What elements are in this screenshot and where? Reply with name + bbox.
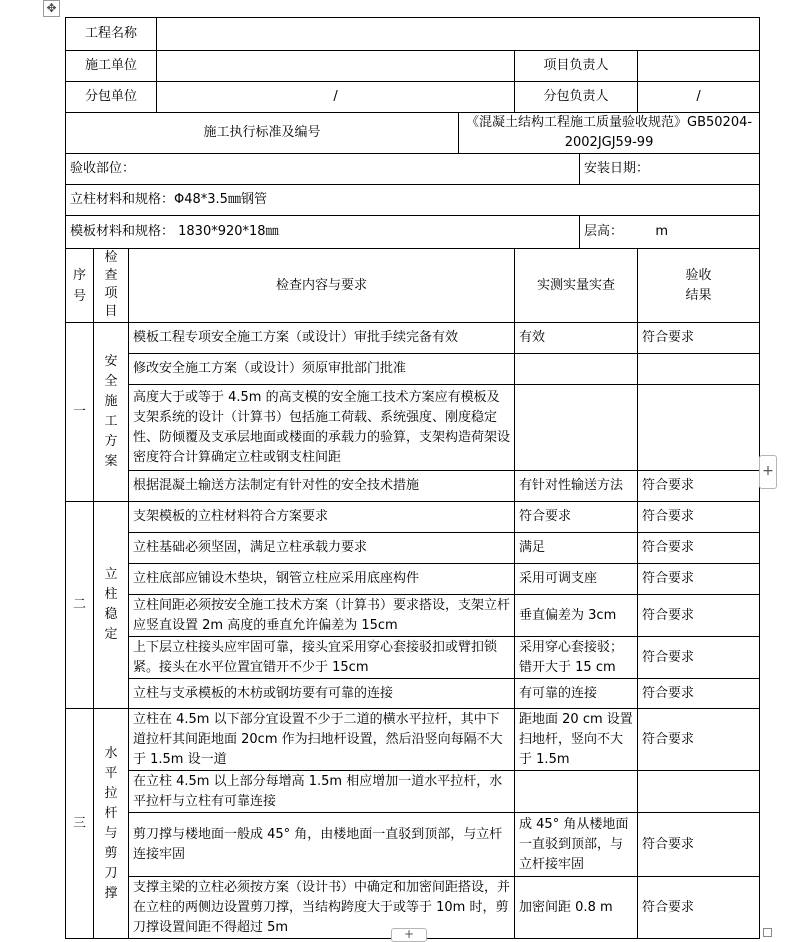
project-manager-label: 项目负责人 bbox=[515, 51, 638, 82]
pole-material-label[interactable]: 立柱材料和规格：Φ48*3.5㎜钢管 bbox=[66, 185, 760, 216]
standard-value[interactable]: 《混凝土结构工程施工质量验收规范》GB50204-2002JGJ59-99 bbox=[459, 113, 760, 154]
table-row bbox=[66, 564, 760, 595]
floor-height-cell[interactable] bbox=[580, 216, 760, 249]
result-value[interactable]: 符合要求 bbox=[638, 533, 760, 564]
col-result-header bbox=[638, 249, 760, 323]
row-construction-unit bbox=[66, 51, 760, 82]
section-name-text: 安全施工方案 bbox=[104, 354, 118, 469]
actual-value[interactable]: 有效 bbox=[515, 323, 638, 354]
table-row bbox=[66, 502, 760, 533]
check-content: 修改安全施工方案（或设计）须原审批部门批准 bbox=[129, 354, 515, 385]
construction-unit-label: 施工单位 bbox=[66, 51, 157, 82]
table-row bbox=[66, 709, 760, 771]
row-acceptance-part bbox=[66, 154, 760, 185]
result-value[interactable]: 符合要求 bbox=[638, 502, 760, 533]
add-row-plus-icon[interactable]: + bbox=[391, 928, 427, 942]
result-value[interactable]: 符合要求 bbox=[638, 595, 760, 637]
actual-value[interactable]: 成 45° 角从楼地面一直驳到顶部，与立杆接牢固 bbox=[515, 813, 638, 877]
section-index: 三 bbox=[66, 709, 94, 939]
section-name bbox=[94, 323, 129, 502]
project-name-value[interactable] bbox=[157, 18, 760, 51]
col-content-header: 检查内容与要求 bbox=[129, 249, 515, 323]
result-value[interactable]: 符合要求 bbox=[638, 471, 760, 502]
table-row bbox=[66, 813, 760, 877]
table-row bbox=[66, 323, 760, 354]
row-subcontract-unit bbox=[66, 82, 760, 113]
construction-unit-value[interactable] bbox=[157, 51, 515, 82]
formwork-material-label[interactable]: 模板材料和规格： 1830*920*18㎜ bbox=[66, 216, 580, 249]
actual-value[interactable]: 垂直偏差为 3cm bbox=[515, 595, 638, 637]
table-row bbox=[66, 637, 760, 679]
acceptance-form-table bbox=[65, 17, 760, 939]
add-column-plus-icon[interactable]: + bbox=[759, 455, 777, 489]
actual-value[interactable] bbox=[515, 385, 638, 471]
column-header-row bbox=[66, 249, 760, 323]
subcontract-unit-label: 分包单位 bbox=[66, 82, 157, 113]
check-content: 立柱基础必须坚固，满足立柱承载力要求 bbox=[129, 533, 515, 564]
subcontract-manager-label: 分包负责人 bbox=[515, 82, 638, 113]
result-value[interactable]: 符合要求 bbox=[638, 877, 760, 939]
subcontract-unit-value[interactable]: / bbox=[157, 82, 515, 113]
col-item-header bbox=[94, 249, 129, 323]
section-name bbox=[94, 709, 129, 939]
check-content: 立柱与支承模板的木枋或钢坊要有可靠的连接 bbox=[129, 679, 515, 709]
table-row bbox=[66, 595, 760, 637]
check-content: 立柱在 4.5m 以下部分宜设置不少于二道的横水平拉杆，其中下道拉杆其间距地面 20cm 作为扫地杆设置，然后沿竖向每隔不大于 1.5m 设一道 bbox=[129, 709, 515, 771]
subcontract-manager-value[interactable]: / bbox=[638, 82, 760, 113]
col-actual-header: 实测实量实查 bbox=[515, 249, 638, 323]
result-value[interactable] bbox=[638, 354, 760, 385]
table-row bbox=[66, 679, 760, 709]
actual-value[interactable] bbox=[515, 354, 638, 385]
floor-height-unit: m bbox=[655, 224, 668, 239]
check-content: 模板工程专项安全施工方案（或设计）审批手续完备有效 bbox=[129, 323, 515, 354]
result-value[interactable] bbox=[638, 771, 760, 813]
result-value[interactable]: 符合要求 bbox=[638, 564, 760, 595]
check-content: 立柱间距必须按安全施工技术方案（计算书）要求搭设，支架立杆应竖直设置 2m 高度的垂直允许偏差为 15cm bbox=[129, 595, 515, 637]
install-date-label[interactable]: 安装日期： bbox=[580, 154, 760, 185]
table-move-handle-icon[interactable]: ✥ bbox=[43, 0, 60, 17]
col-no-header bbox=[66, 249, 94, 323]
standard-label: 施工执行标准及编号 bbox=[66, 113, 459, 154]
section-index: 一 bbox=[66, 323, 94, 502]
check-content: 支架模板的立柱材料符合方案要求 bbox=[129, 502, 515, 533]
col-result-line1: 验收 bbox=[685, 267, 712, 283]
actual-value[interactable]: 距地面 20 cm 设置扫地杆，竖向不大于 1.5m bbox=[515, 709, 638, 771]
project-manager-value[interactable] bbox=[638, 51, 760, 82]
actual-value[interactable]: 有可靠的连接 bbox=[515, 679, 638, 709]
acceptance-part-label[interactable]: 验收部位： bbox=[66, 154, 580, 185]
col-result-line2: 结果 bbox=[685, 287, 712, 303]
check-content: 立柱底部应铺设木垫块，钢管立柱应采用底座构件 bbox=[129, 564, 515, 595]
table-row bbox=[66, 471, 760, 502]
actual-value[interactable]: 有针对性输送方法 bbox=[515, 471, 638, 502]
actual-value[interactable]: 符合要求 bbox=[515, 502, 638, 533]
result-value[interactable]: 符合要求 bbox=[638, 813, 760, 877]
check-content: 支撑主梁的立柱必须按方案（设计书）中确定和加密间距搭设，并在立柱的两侧边设置剪刀撑，当结构跨度大于或等于 10m 时，剪刀撑设置间距不得超过 5m bbox=[129, 877, 515, 939]
section-name-text: 立柱稳定 bbox=[104, 567, 118, 642]
table-row bbox=[66, 533, 760, 564]
actual-value[interactable]: 采用可调支座 bbox=[515, 564, 638, 595]
check-content: 高度大于或等于 4.5m 的高支模的安全施工技术方案应有模板及支架系统的设计（计算书）包括施工荷载、系统强度、刚度稳定性、防倾覆及支承层地面或楼面的承载力的验算，支架构造荷架设密度符合计算确定立柱或钢支柱间距 bbox=[129, 385, 515, 471]
section-name bbox=[94, 502, 129, 709]
result-value[interactable]: 符合要求 bbox=[638, 679, 760, 709]
result-value[interactable]: 符合要求 bbox=[638, 323, 760, 354]
section-name-text: 水平拉杆与剪刀撑 bbox=[104, 745, 118, 901]
result-value[interactable]: 符合要求 bbox=[638, 637, 760, 679]
actual-value[interactable]: 加密间距 0.8 m bbox=[515, 877, 638, 939]
actual-value[interactable]: 采用穿心套接驳；错开大于 15 cm bbox=[515, 637, 638, 679]
floor-height-label: 层高： bbox=[584, 224, 624, 239]
table-resize-handle-icon[interactable] bbox=[763, 928, 772, 937]
table-row bbox=[66, 385, 760, 471]
result-value[interactable] bbox=[638, 385, 760, 471]
check-content: 剪刀撑与楼地面一般成 45° 角，由楼地面一直驳到顶部，与立杆连接牢固 bbox=[129, 813, 515, 877]
row-formwork-material bbox=[66, 216, 760, 249]
result-value[interactable]: 符合要求 bbox=[638, 709, 760, 771]
check-content: 根据混凝土输送方法制定有针对性的安全技术措施 bbox=[129, 471, 515, 502]
col-no-text: 序号 bbox=[72, 267, 86, 304]
check-content: 在立柱 4.5m 以上部分每增高 1.5m 相应增加一道水平拉杆，水平拉杆与立柱有可靠连接 bbox=[129, 771, 515, 813]
check-content: 上下层立柱接头应牢固可靠，接头宜采用穿心套接驳扣或臂扣锁紧。接头在水平位置宜错开不少于 15cm bbox=[129, 637, 515, 679]
actual-value[interactable]: 满足 bbox=[515, 533, 638, 564]
table-row bbox=[66, 771, 760, 813]
section-index: 二 bbox=[66, 502, 94, 709]
col-item-text: 检查项目 bbox=[104, 250, 118, 319]
row-project-name bbox=[66, 18, 760, 51]
project-name-label: 工程名称 bbox=[66, 18, 157, 51]
row-standard bbox=[66, 113, 760, 154]
table-row bbox=[66, 354, 760, 385]
row-pole-material bbox=[66, 185, 760, 216]
actual-value[interactable] bbox=[515, 771, 638, 813]
